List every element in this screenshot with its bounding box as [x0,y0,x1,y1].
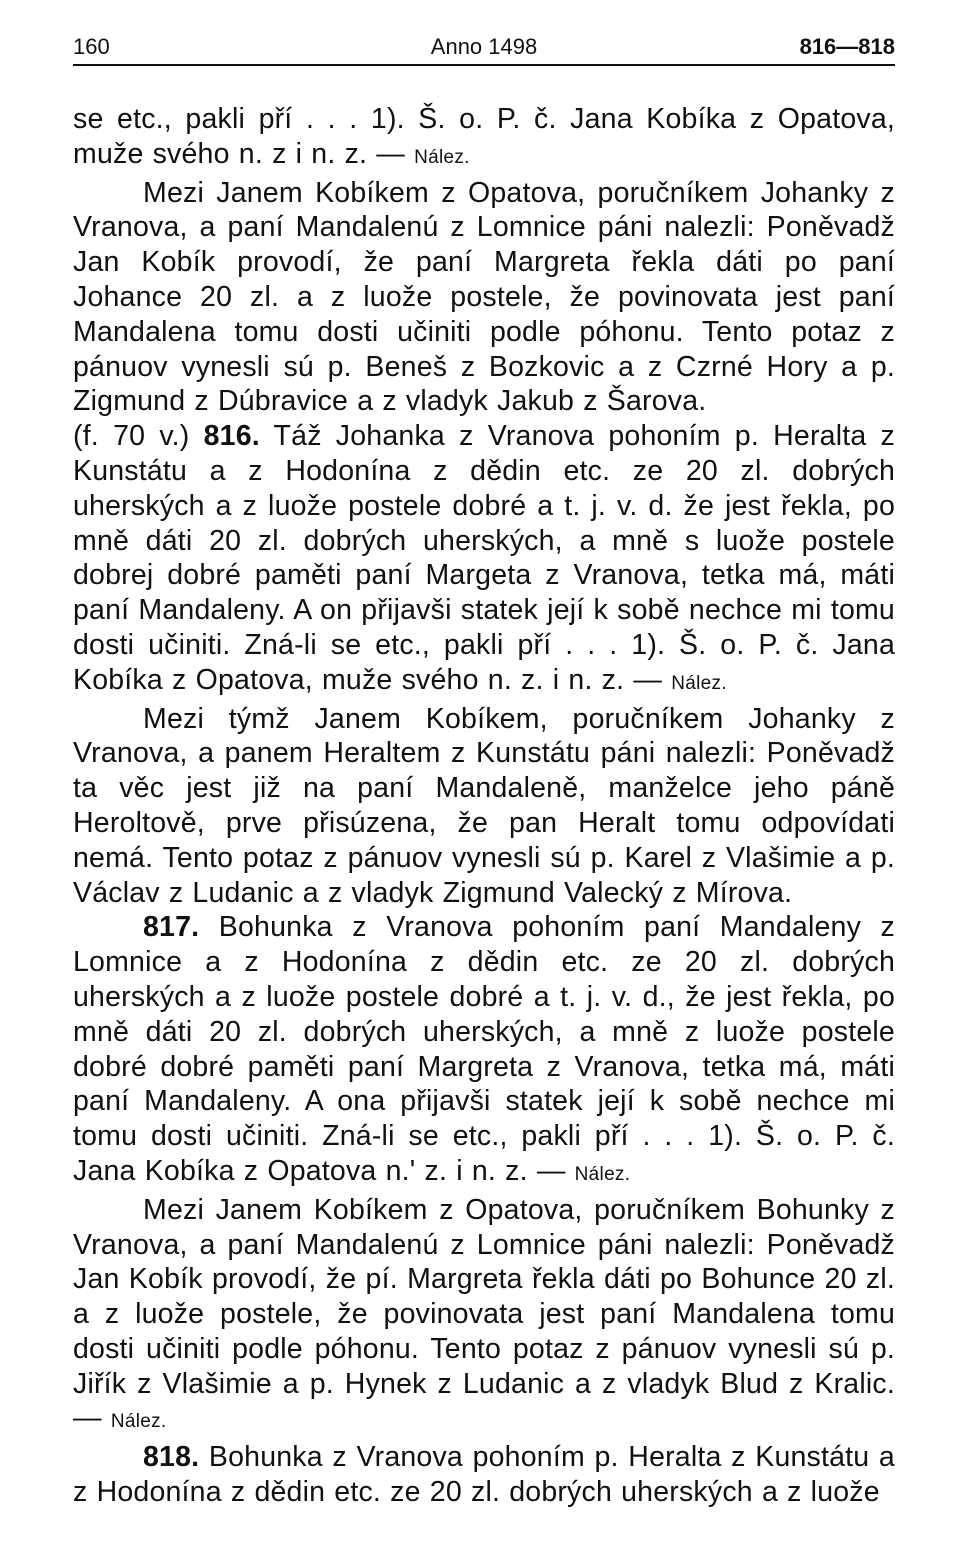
entry-816 [73,419,895,701]
page-body [73,102,895,1510]
paragraph-text: Bohunka z Vranova pohoním p. Heralta z Kunstátu a z Hodonína z dědin etc. ze 20 zl. dobrých uherských a z luože [73,1441,895,1509]
paragraph-continuation [73,102,895,176]
finding-paragraph: Mezi týmž Janem Kobíkem, poručníkem Johanky z Vranova, a panem Heraltem z Kunstátu páni nalezli: Poněvadž ta věc jest již na paní Mandaleně, manželce jeho páně Heroltově, prve přisúzena, že pan Heralt tomu odpovídati nemá. Tento potaz z pánuov vynesli sú p. Karel z Vlašimie a p. Václav z Ludanic a z vladyk Zigmund Valecký z Mírova. [73,702,895,909]
paragraph-text: Bohunka z Vranova pohoním paní Mandaleny z Lomnice a z Hodonína z dědin etc. ze 20 zl. dobrých uherských a z luože postele dobré a t. j. v. d., že jest řekla, po mně dáti 20 zl. dobrých uherských, a mně z luože postele dobré dobré paměti paní Margreta z Vranova, tetka má, máti paní Mandaleny. A ona přijavši statek její k sobě nechce mi tomu dosti učiniti. Zná-li se etc., pakli pří . . . 1). Š. o. P. č. Jana Kobíka z Opatova n.' z. i n. z. — [73,911,895,1187]
folio-reference: (f. 70 v.) [73,420,204,453]
paragraph-text: Mezi Janem Kobíkem z Opatova, poručníkem Bohunky z Vranova, a paní Mandalenú z Lomnice páni nalezli: Poněvadž Jan Kobík provodí, že pí. Margreta řekla dáti po Bohunce 20 zl. a z luože postele, že povinovata jest paní Mandalena tomu dosti učiniti podle póhonu. Tento potaz z pánuov vynesli sú p. Jiřík z Vlašimie a p. Hynek z Ludanic a z vladyk Blud z Kralic. — [73,1193,895,1435]
entry-number: 817. [143,911,200,944]
entry-number: 816. [203,420,260,453]
header-year: Anno 1498 [430,34,538,59]
nalez-label: Nález. [671,672,727,694]
nalez-label: Nález. [414,146,470,168]
running-header [73,30,895,66]
finding-paragraph: Mezi Janem Kobíkem z Opatova, poručníkem Johanky z Vranova, a paní Mandalenú z Lomnice páni nalezli: Poněvadž Jan Kobík provodí, že paní Margreta řekla dáti po paní Johance 20 zl. a z luože postele, že povinovata jest paní Mandalena tomu dosti učiniti podle póhonu. Tento potaz z pánuov vynesli sú p. Beneš z Bozkovic a z Czrné Hory a p. Zigmund z Dúbravice a z vladyk Jakub z Šarova. [73,176,895,418]
paragraph-text: Táž Johanka z Vranova pohoním p. Heralta z Kunstátu a z Hodonína z dědin etc. ze 20 zl. dobrých uherských a z luože postele dobré a t. j. v. d. že jest řekla, po mně dáti 20 zl. dobrých uherských, a mně s luože postele dobrej dobré paměti paní Margeta z Vranova, tetka má, máti paní Mandaleny. A on přijavši statek její k sobě nechce mi tomu dosti učiniti. Zná-li se etc., pakli pří . . . 1). Š. o. P. č. Jana Kobíka z Opatova, muže svého n. z. i n. z. — [73,420,895,696]
entry-818 [73,1440,895,1510]
entry-number: 818. [143,1441,200,1474]
nalez-label: Nález. [574,1163,631,1185]
paragraph-text: se etc., pakli pří . . . 1). Š. o. P. č. Jana Kobíka z Opatova, muže svého n. z i n. z. — [73,103,895,170]
entry-817 [73,910,895,1192]
page-number: 160 [73,34,110,59]
entry-range: 816—818 [799,34,895,59]
book-page [73,30,895,1510]
finding-paragraph [73,1193,895,1441]
nalez-label: Nález. [110,1411,167,1433]
